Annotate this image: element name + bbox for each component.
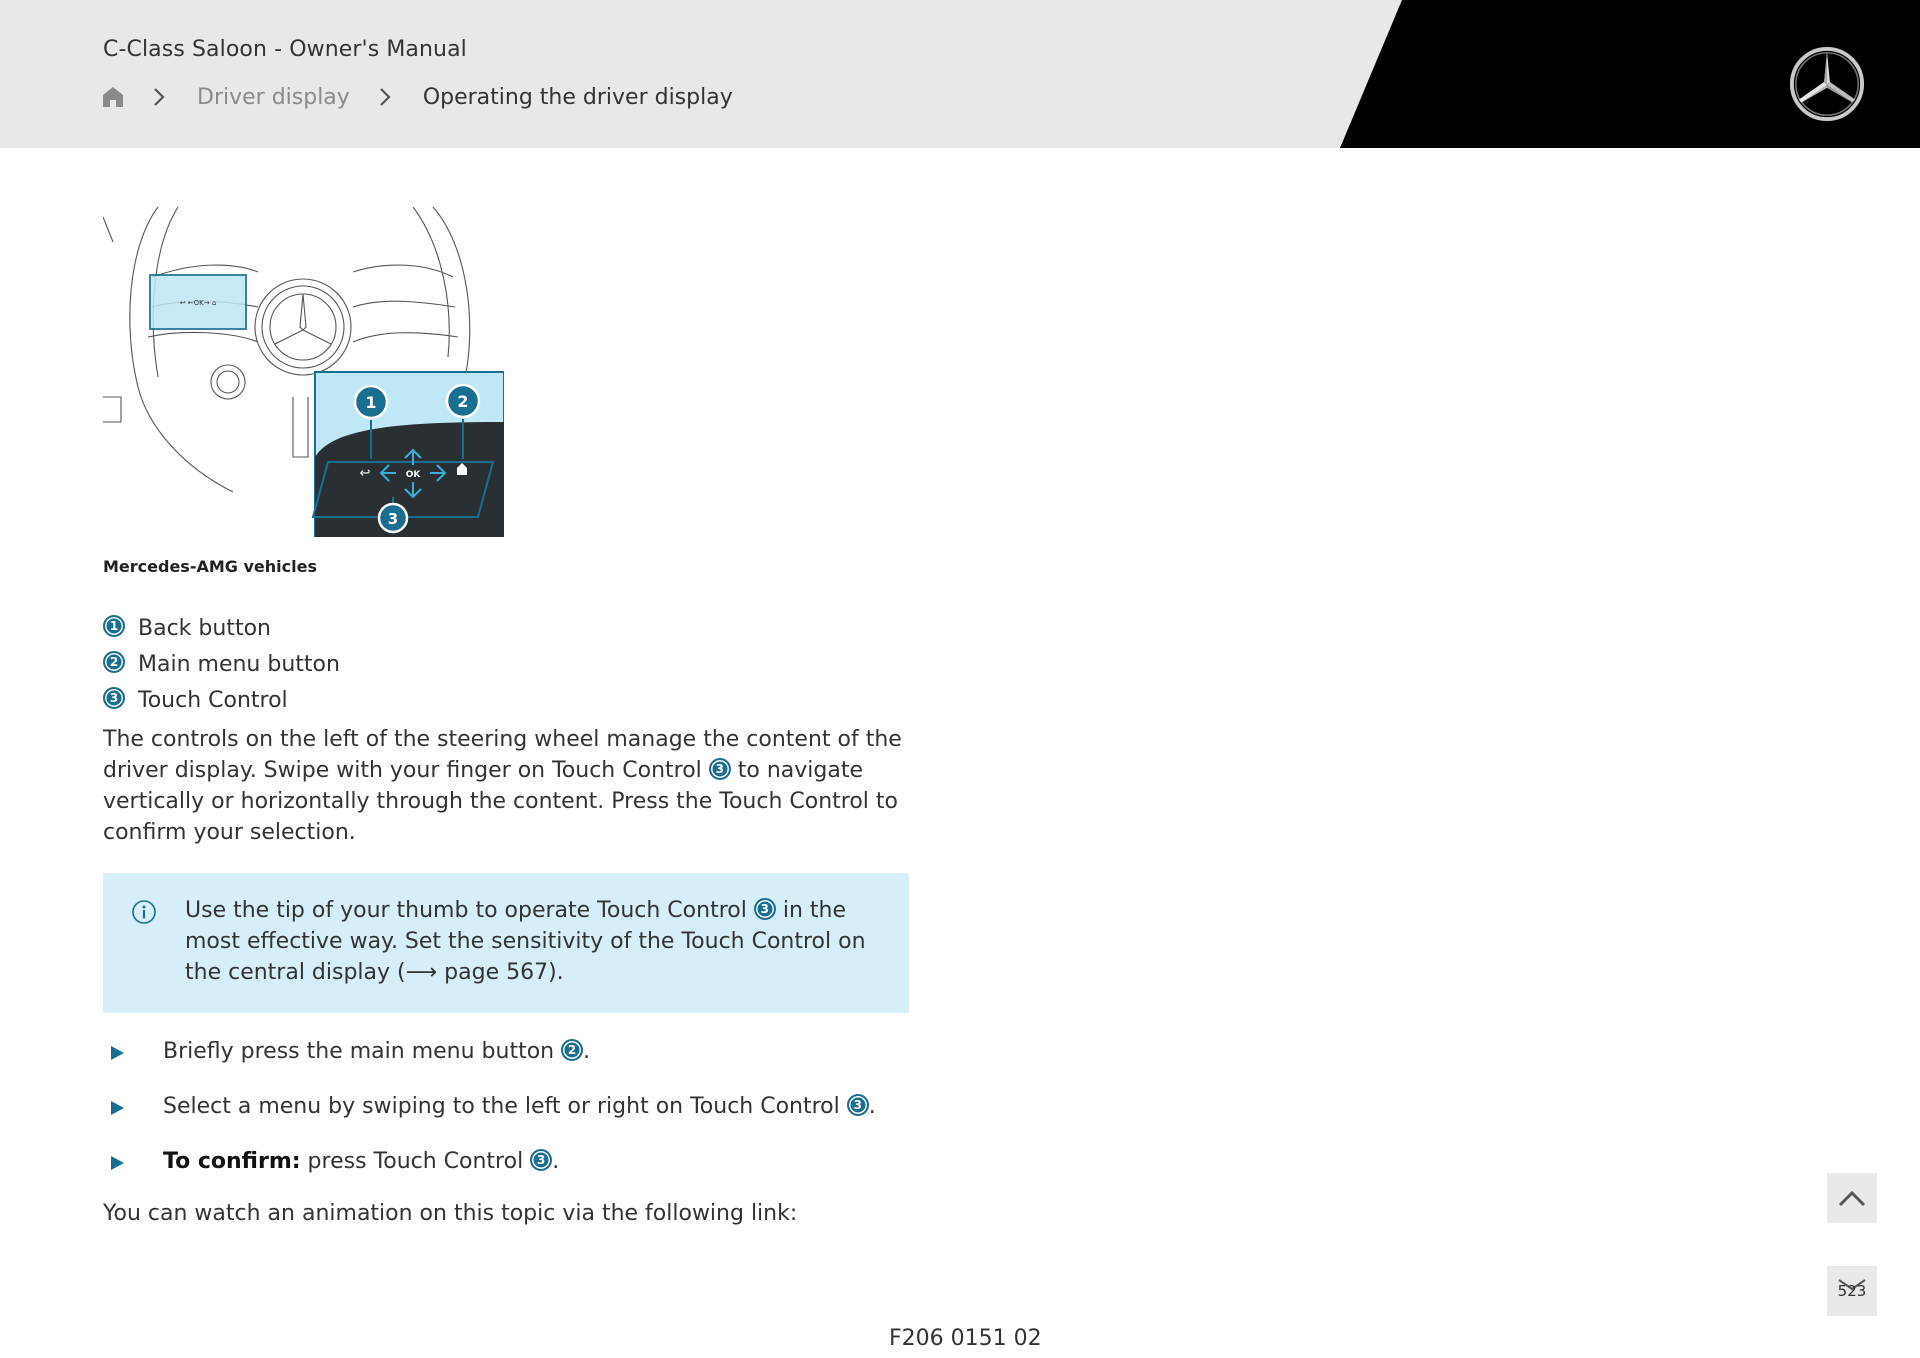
closing-text: You can watch an animation on this topic via the following link: [103, 1201, 798, 1226]
page-number: 523 [1837, 1282, 1867, 1300]
step-arrow-icon [111, 1156, 124, 1170]
steering-wheel-illustration [103, 207, 504, 537]
callout-1 [355, 386, 387, 418]
illustration-caption: Mercedes-AMG vehicles [103, 557, 317, 576]
description-paragraph: The controls on the left of the steering wheel manage the content of the driver display. Swipe with your finger on Touch Control 3 to navigate vertically or horizontally through the content. Press the Touch Control to confirm your selection. [103, 727, 902, 845]
legend-list [103, 610, 340, 718]
callout-number: 3 [103, 687, 125, 709]
info-icon [131, 899, 157, 925]
callout-number: 2 [103, 651, 125, 673]
callout-number: 1 [103, 615, 125, 637]
breadcrumb [102, 82, 733, 112]
svg-text:1: 1 [365, 393, 377, 412]
legend-label: Touch Control [138, 687, 288, 713]
svg-text:2: 2 [457, 392, 469, 411]
svg-text:3: 3 [387, 510, 399, 528]
arrow-up-icon [1837, 1188, 1867, 1208]
callout-number: 3 [709, 758, 731, 780]
manual-title: C-Class Saloon - Owner's Manual [103, 37, 467, 62]
chevron-right-icon [378, 87, 392, 107]
legend-label: Back button [138, 615, 271, 641]
callout-number: 3 [530, 1149, 552, 1171]
step-item: To confirm: press Touch Control 3 . [103, 1145, 923, 1200]
mercedes-star-logo[interactable] [1788, 45, 1866, 123]
callout-number: 3 [754, 898, 776, 920]
step-item: Briefly press the main menu button 2 . [103, 1035, 923, 1090]
instruction-steps [103, 1035, 923, 1200]
info-note [103, 873, 909, 1013]
svg-text:↩ ←OK→ ⌂: ↩ ←OK→ ⌂ [179, 299, 217, 307]
figure-code: F206 0151 02 [889, 1326, 1042, 1351]
callout-number: 3 [847, 1094, 869, 1116]
legend-item [103, 682, 340, 718]
ok-label: OK [405, 470, 421, 480]
breadcrumb-driver-display[interactable]: Driver display [197, 84, 350, 110]
callout-3 [379, 504, 407, 532]
step-item: Select a menu by swiping to the left or right on Touch Control 3 . [103, 1090, 923, 1145]
step-arrow-icon [111, 1101, 124, 1115]
scroll-to-top-button[interactable] [1827, 1173, 1877, 1223]
home-icon[interactable] [102, 86, 124, 108]
legend-item [103, 610, 340, 646]
callout-2 [447, 385, 479, 417]
legend-label: Main menu button [138, 651, 340, 677]
header [0, 0, 1920, 148]
note-text: Use the tip of your thumb to operate Touch Control 3 in the most effective way. Set the sensitivity of the Touch Control on the central display (⟶ page 567). [185, 898, 866, 985]
callout-number: 2 [561, 1039, 583, 1061]
legend-item [103, 646, 340, 682]
svg-text:↩: ↩ [359, 466, 371, 481]
breadcrumb-current: Operating the driver display [422, 84, 733, 110]
step-arrow-icon [111, 1046, 124, 1060]
page-number-button[interactable] [1827, 1266, 1877, 1316]
chevron-right-icon [152, 87, 166, 107]
